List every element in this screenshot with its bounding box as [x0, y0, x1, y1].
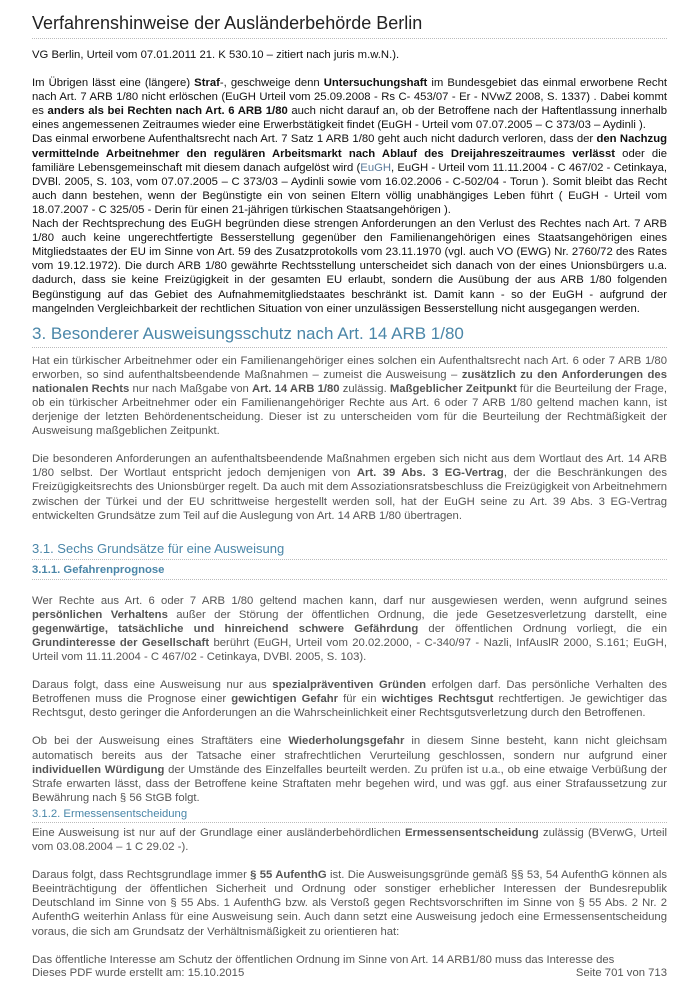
footer-created-date: Dieses PDF wurde erstellt am: 15.10.2015: [32, 967, 245, 979]
paragraph-rechtsgrundlage: Daraus folgt, dass Rechtsgrundlage immer § 55 AufenthG ist. Die Ausweisungsgründe gemäß §§ 53, 54 AufenthG können als Beeinträchtigung der öffentlichen Sicherheit und Ordnung oder sonstiger erheblicher Interessen der Bundesrepublik Deutschland im Sinne von § 55 Abs. 1 AufenthG bzw. als Verstoß gegen Rechtsvorschriften im Sinne von § 55 Abs. 2 Nr. 2 AufenthG weiterhin Anlass für eine Ausweisung sein. Auch dann setzt eine Ausweisung jedoch eine Ermessensentscheidung voraus, die sich am Grundsatz der Verhältnismäßigkeit zu orientieren hat:: [32, 869, 667, 938]
paragraph-intro: VG Berlin, Urteil vom 07.01.2011 21. K 530.10 – zitiert nach juris m.w.N.).: [32, 49, 400, 61]
paragraph-ausweisungsschutz: Hat ein türkischer Arbeitnehmer oder ein Familienangehöriger eines solchen ein Aufenthaltsrecht nach Art. 6 oder 7 ARB 1/80 erworben, so sind aufenthaltsbeendende Maßnahmen – zumeist die Ausweisung – zusätzlich zu den Anforderungen des nationalen Rechts nur nach Maßgabe von Art. 14 ARB 1/80 zulässig. Maßgeblicher Zeitpunkt für die Beurteilung der Frage, ob ein türkischer Arbeitnehmer oder ein Familienangehöriger Rechte aus Art. 6 oder 7 ARB 1/80 geltend machen kann, ist derjenige der letzten Behördenentscheidung. Dieser ist zu unterscheiden vom für die Beurteilung der Rechtmäßigkeit der Ausweisung maßgeblichen Zeitpunkt.: [32, 354, 667, 438]
heading-section-3-1: 3.1. Sechs Grundsätze für eine Ausweisung: [32, 541, 667, 560]
paragraph-oeffentliches-interesse: Das öffentliche Interesse am Schutz der öffentlichen Ordnung im Sinne von Art. 14 ARB1/80 muss das Interesse des: [32, 953, 615, 966]
page-footer: [32, 967, 667, 979]
heading-section-3: 3. Besonderer Ausweisungsschutz nach Art. 14 ARB 1/80: [32, 324, 667, 348]
heading-section-3-1-2: 3.1.2. Ermessensentscheidung: [32, 808, 667, 823]
heading-section-3-1-1: 3.1.1. Gefahrenprognose: [32, 564, 667, 580]
paragraph-gefahrenprognose: Wer Rechte aus Art. 6 oder 7 ARB 1/80 geltend machen kann, darf nur ausgewiesen werden, wenn aufgrund seines persönlichen Verhaltens außer der Störung der öffentlichen Ordnung, die jede Gesetzesverletzung darstellt, eine gegenwärtige, tatsächliche und hinreichend schwere Gefährdung der öffentlichen Ordnung vorliegt, die ein Grundinteresse der Gesellschaft berührt (EuGH, Urteil vom 20.02.2000, - C-340/97 - Nazli, InfAuslR 2000, S.161; EuGH, Urteil vom 11.11.2004 - C 467/02 - Cetinkaya, DVBl. 2005, S. 103).: [32, 594, 668, 664]
eugh-link[interactable]: EuGH: [360, 161, 392, 174]
paragraph-spezialpraevention: Daraus folgt, dass eine Ausweisung nur aus spezialpräventiven Gründen erfolgen darf. Das persönliche Verhalten des Betroffenen muss die Prognose einer gewichtigen Gefahr für ein wichtiges Rechtsgut rechtfertigen. Je gewichtiger das Rechtsgut, desto geringer die Anforderungen an die Wahrscheinlichkeit einer Rechtsgutsverletzung durch den Betroffenen.: [32, 679, 668, 720]
paragraph-wiederholungsgefahr: Ob bei der Ausweisung eines Straftäters eine Wiederholungsgefahr in diesem Sinne besteht, kann nicht gleichsam automatisch bereits aus der Tatsache einer strafrechtlichen Verurteilung geschlossen, sondern nur aufgrund einer individuellen Würdigung der Umstände des Einzelfalles beurteilt werden. Zu prüfen ist u.a., ob eine etwaige Verbüßung der Strafe erwarten lässt, dass der Betroffene keine Straftaten mehr begehen wird, und was ggf. aus einer Strafaussetzung zur Bewährung nach § 56 StGB folgt.: [32, 735, 667, 804]
paragraph-rechtsprechung: Nach der Rechtsprechung des EuGH begründen diese strengen Anforderungen an den Verlust des Rechtes nach Art. 7 ARB 1/80 auch keine ungerechtfertigte Besserstellung gegenüber den Familienangehörigen eines Staatsangehörigen eines Mitgliedstaates der EU im Sinne von Art. 59 des Zusatzprotokolls vom 23.11.1970 (vgl. auch VO (EWG) Nr. 2760/72 des Rates vom 19.12.1972). Die durch ARB 1/80 gewährte Rechtsstellung unterscheidet sich danach von der eines Unionsbürgers u.a. dadurch, dass sie keine Freizügigkeit in der gesamten EU erlaubt, sondern die Ausübung der aus ARB 1/80 folgenden Begünstigung auf das Gebiet des Aufnahmemitgliedstaates beschränkt ist. Damit kann - so der EuGH - aufgrund der mangelnden Vergleichbarkeit der rechtlichen Situation von einer unzulässigen Besserstellung nicht ausgegangen werden.: [32, 218, 667, 315]
footer-page-number: Seite 701 von 713: [575, 967, 667, 979]
paragraph-ermessen: Eine Ausweisung ist nur auf der Grundlage einer ausländerbehördlichen Ermessensentscheidung zulässig (BVerwG, Urteil vom 03.08.2004 – 1 C 29.02 -).: [32, 826, 667, 854]
paragraph-strafhaft: Im Übrigen lässt eine (längere) Straf-, geschweige denn Untersuchungshaft im Bundesgebiet das einmal erworbene Recht nach Art. 7 ARB 1/80 nicht erlöschen (EuGH Urteil vom 25.09.2008 - Rs C- 453/07 - Er - NVwZ 2008, S. 1337) . Dabei kommt es anders als bei Rechten nach Art. 6 ARB 1/80 auch nicht darauf an, ob der Betroffene nach der Haftentlassung innerhalb eines angemessenen Zeitraumes wieder eine Erwerbstätigkeit findet (EuGH - Urteil vom 07.07.2005 – C 373/03 – Aydinli ).: [32, 77, 667, 132]
page-content: [32, 0, 667, 967]
paragraph-aufenthaltsrecht: Das einmal erworbene Aufenthaltsrecht nach Art. 7 Satz 1 ARB 1/80 geht auch nicht dadurch verloren, dass der den Nachzug vermittelnde Arbeitnehmer den regulären Arbeitsmarkt nach Ablauf des Dreijahreszeitraumes verlässt oder die familiäre Lebensgemeinschaft mit diesem danach aufgelöst wird (EuGH, EuGH - Urteil vom 11.11.2004 - C 467/02 - Cetinkaya, DVBl. 2005, S. 103, vom 07.07.2005 – C 373/03 – Aydinli sowie vom 16.02.2006 - C-502/04 - Torun ). Somit bleibt das Recht auch dann bestehen, wenn der Begünstigte ein von seinen Eltern völlig unabhängiges Leben führt ( EuGH - Urteil vom 18.07.2007 - C 325/05 - Derin für einen 21-jährigen türkischen Staatsangehörigen ).: [32, 133, 668, 216]
document-title: Verfahrenshinweise der Ausländerbehörde Berlin: [32, 13, 667, 39]
paragraph-anforderungen: Die besonderen Anforderungen an aufenthaltsbeendende Maßnahmen ergeben sich nicht aus dem Wortlaut des Art. 14 ARB 1/80 selbst. Der Wortlaut entspricht jedoch demjenigen von Art. 39 Abs. 3 EG-Vertrag, der die Beschränkungen des Freizügigkeitsrechts des Unionsbürger regelt. Da auch mit dem Assoziationsratsbeschluss die Freizügigkeit von Arbeitnehmern zwischen der Türkei und der EU schrittweise hergestellt werden soll, hat der EuGH seine zu Art. 39 Abs. 3 EG-Vertrag entwickelten Grundsätze zum Teil auf die Auslegung von Art. 14 ARB 1/80 übertragen.: [32, 453, 667, 522]
